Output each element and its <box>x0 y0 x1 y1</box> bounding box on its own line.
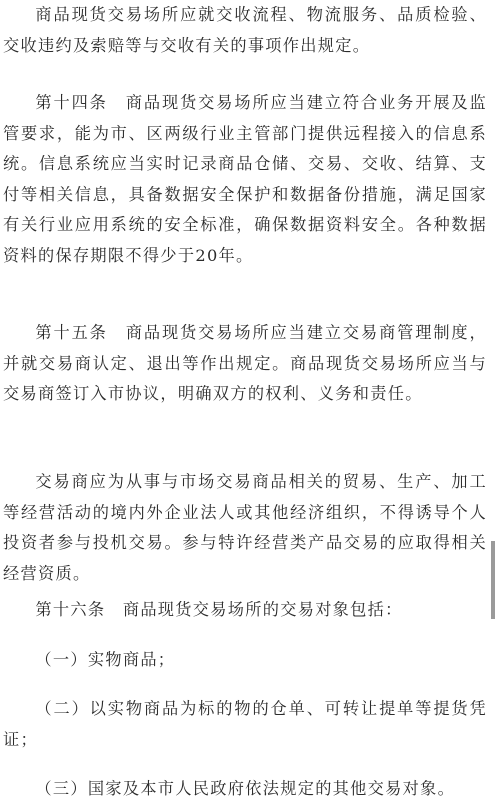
paragraph-delivery-rules: 商品现货交易场所应就交收流程、物流服务、品质检验、交收违约及索赔等与交收有关的事项作出规定。 <box>3 5 487 55</box>
paragraph-article-15: 第十五条 商品现货交易场所应当建立交易商管理制度，并就交易商认定、退出等作出规定。商品现货交易场所应当与交易商签订入市协议，明确双方的权利、义务和责任。 <box>3 323 487 404</box>
list-item-delivery-certificates: （二）以实物商品为标的物的仓单、可转让提单等提货凭证； <box>3 699 487 749</box>
paragraph-trader-qualification: 交易商应为从事与市场交易商品相关的贸易、生产、加工等经营活动的境内外企业法人或其他经济组织，不得诱导个人投资者参与投机交易。参与特许经营类产品交易的应取得相关经营资质。 <box>3 472 487 583</box>
list-item-other-objects: （三）国家及本市人民政府依法规定的其他交易对象。 <box>35 779 456 798</box>
list-item-physical-goods: （一）实物商品； <box>35 650 176 669</box>
paragraph-article-16: 第十六条 商品现货交易场所的交易对象包括： <box>35 600 403 619</box>
paragraph-article-14: 第十四条 商品现货交易场所应当建立符合业务开展及监管要求，能为市、区两级行业主管部门提供远程接入的信息系统。信息系统应当实时记录商品仓储、交易、交收、结算、支付等相关信息，具备数据安全保护和数据备份措施，满足国家有关行业应用系统的安全标准，确保数据资料安全。各种数据资料的保存期限不得少于20年。 <box>3 93 487 265</box>
page-edge-mark <box>491 541 495 619</box>
